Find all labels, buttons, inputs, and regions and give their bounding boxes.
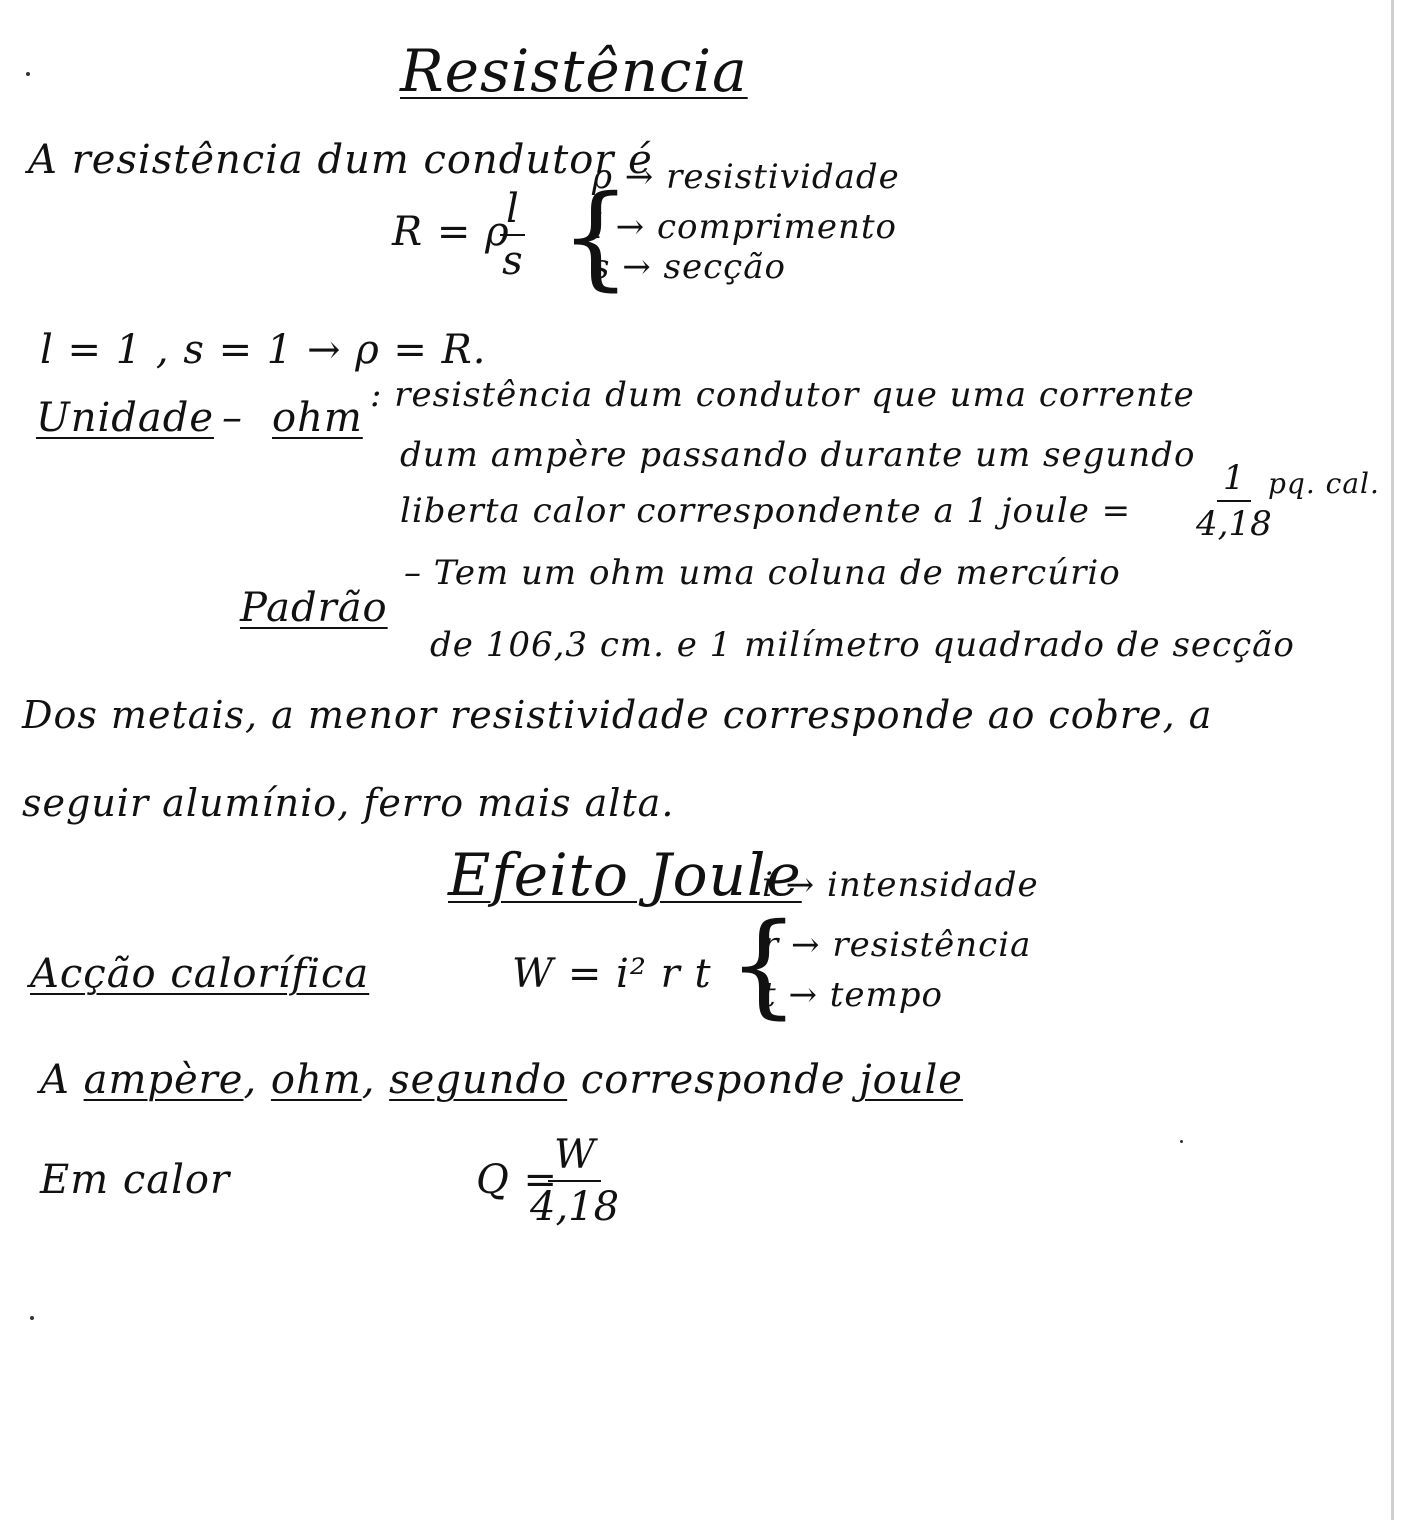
- metals-line-2: seguir alumínio, ferro mais alta.: [22, 781, 675, 825]
- acao-calorifica-label: Acção calorífica: [30, 951, 370, 997]
- intro-text: A resistência dum condutor é: [28, 137, 653, 183]
- ohm-definition-line-2: dum ampère passando durante um segundo: [400, 435, 1196, 475]
- ohm-definition-line-1: : resistência dum condutor que uma corrente: [370, 375, 1195, 415]
- padrao-label: Padrão: [240, 585, 388, 631]
- dash: –: [222, 395, 243, 441]
- unit-ohm: ohm: [270, 1057, 362, 1103]
- joule-legend-brace: {: [728, 900, 800, 1030]
- units-prefix: A: [40, 1057, 70, 1103]
- fraction-denominator: s: [502, 238, 523, 284]
- units-line: A ampère, ohm, segundo corresponde joule: [40, 1057, 963, 1103]
- joule-formula: W = i² r t: [512, 951, 712, 997]
- scan-speck: [30, 1316, 34, 1320]
- em-calor-label: Em calor: [40, 1157, 231, 1203]
- legend-s: s → secção: [592, 247, 786, 287]
- padrao-line-1: – Tem um ohm uma coluna de mercúrio: [404, 553, 1121, 593]
- q-numerator: W: [548, 1132, 601, 1182]
- joule-fraction: [1196, 458, 1272, 544]
- ohm-label: ohm: [272, 395, 363, 441]
- ohm-definition-line-3: liberta calor correspondente a 1 joule =: [400, 491, 1132, 531]
- title-efeito-joule: Efeito Joule: [448, 841, 802, 909]
- corresponde-word: corresponde: [580, 1057, 846, 1103]
- padrao-line-2: de 106,3 cm. e 1 milímetro quadrado de secção: [430, 625, 1295, 665]
- scan-speck: [1180, 1140, 1183, 1143]
- q-denominator: 4,18: [530, 1184, 620, 1230]
- unit-joule: joule: [859, 1057, 963, 1103]
- legend-r: r → resistência: [762, 925, 1032, 965]
- title-resistencia: Resistência: [400, 37, 748, 105]
- legend-brace: {: [560, 172, 632, 302]
- q-formula-lhs: Q =: [476, 1157, 559, 1203]
- fraction-numerator: l: [500, 186, 525, 236]
- unit-ampere: ampère: [83, 1057, 244, 1103]
- special-case: l = 1 , s = 1 → ρ = R.: [40, 327, 487, 373]
- scan-speck: [26, 72, 30, 76]
- legend-rho: ρ → resistividade: [592, 157, 900, 197]
- q-fraction: [530, 1132, 619, 1230]
- unit-segundo: segundo: [389, 1057, 568, 1103]
- legend-l: l → comprimento: [592, 207, 898, 247]
- metals-line-1: Dos metais, a menor resistividade corresponde ao cobre, a: [22, 693, 1213, 737]
- joule-fraction-numerator: 1: [1217, 458, 1251, 502]
- legend-i: i → intensidade: [762, 865, 1039, 905]
- unidade-label: Unidade: [36, 395, 214, 441]
- page-edge: [1391, 0, 1394, 1520]
- joule-fraction-denominator: 4,18: [1196, 504, 1272, 544]
- joule-unit: pq. cal.: [1268, 467, 1380, 500]
- resistance-formula: R = ρ: [392, 209, 510, 255]
- resistance-fraction: [500, 186, 525, 284]
- legend-t: t → tempo: [762, 975, 944, 1015]
